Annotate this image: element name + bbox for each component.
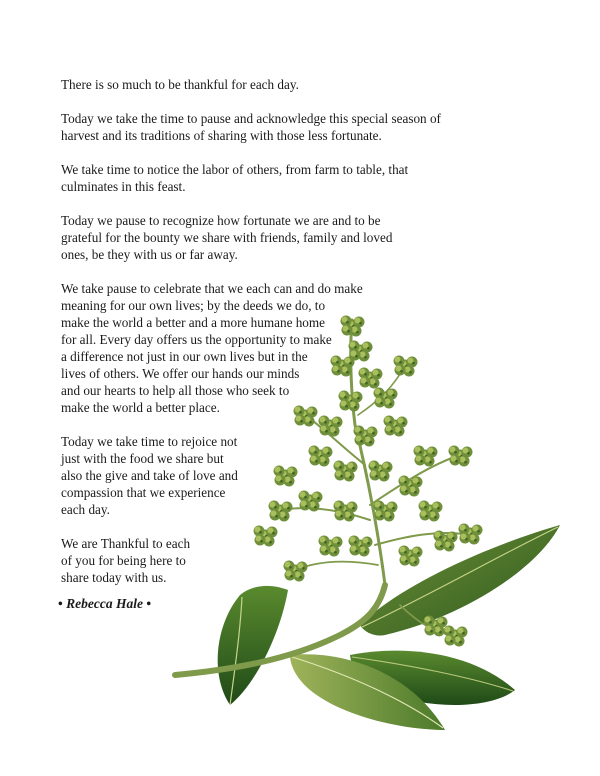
bullet-right: • [146,596,152,611]
text-line: We take pause to celebrate that we each can and do make [61,281,363,296]
text-line: and our hearts to help all those who seek to [61,383,290,398]
paragraph [61,161,441,195]
text-line: Today we pause to recognize how fortunate we are and to be [61,213,381,228]
text-line: make the world a better and a more humane home [61,315,326,330]
author-name: Rebecca Hale [66,596,143,611]
paragraph [61,433,441,518]
bullet-left: • [58,596,63,611]
text-line: share today with us. [61,570,167,585]
text-line: There is so much to be thankful for each day. [61,77,299,92]
text-line: ones, be they with us or far away. [61,247,238,262]
poem-body [61,76,441,603]
paragraph [61,212,441,263]
text-line: Today we take time to rejoice not [61,434,238,449]
paragraph [61,535,441,586]
text-line: for all. Every day offers us the opportunity to make [61,332,332,347]
leaf-left [218,586,288,705]
signature [58,596,151,612]
text-line: culminates in this feast. [61,179,186,194]
text-line: compassion that we experience [61,485,226,500]
text-line: Today we take the time to pause and acknowledge this special season of [61,111,441,126]
text-line: We take time to notice the labor of others, from farm to table, that [61,162,409,177]
paragraph [61,280,441,416]
text-line: of you for being here to [61,553,186,568]
text-line: also the give and take of love and [61,468,238,483]
text-line: each day. [61,502,110,517]
paragraph [61,110,441,144]
text-line: We are Thankful to each [61,536,191,551]
text-line: meaning for our own lives; by the deeds we do, to [61,298,326,313]
text-line: just with the food we share but [61,451,224,466]
text-line: a difference not just in our own lives but in the [61,349,308,364]
text-line: grateful for the bounty we share with friends, family and loved [61,230,393,245]
paragraph [61,76,441,93]
text-line: lives of others. We offer our hands our minds [61,366,300,381]
text-line: harvest and its traditions of sharing with those less fortunate. [61,128,382,143]
text-line: make the world a better place. [61,400,220,415]
